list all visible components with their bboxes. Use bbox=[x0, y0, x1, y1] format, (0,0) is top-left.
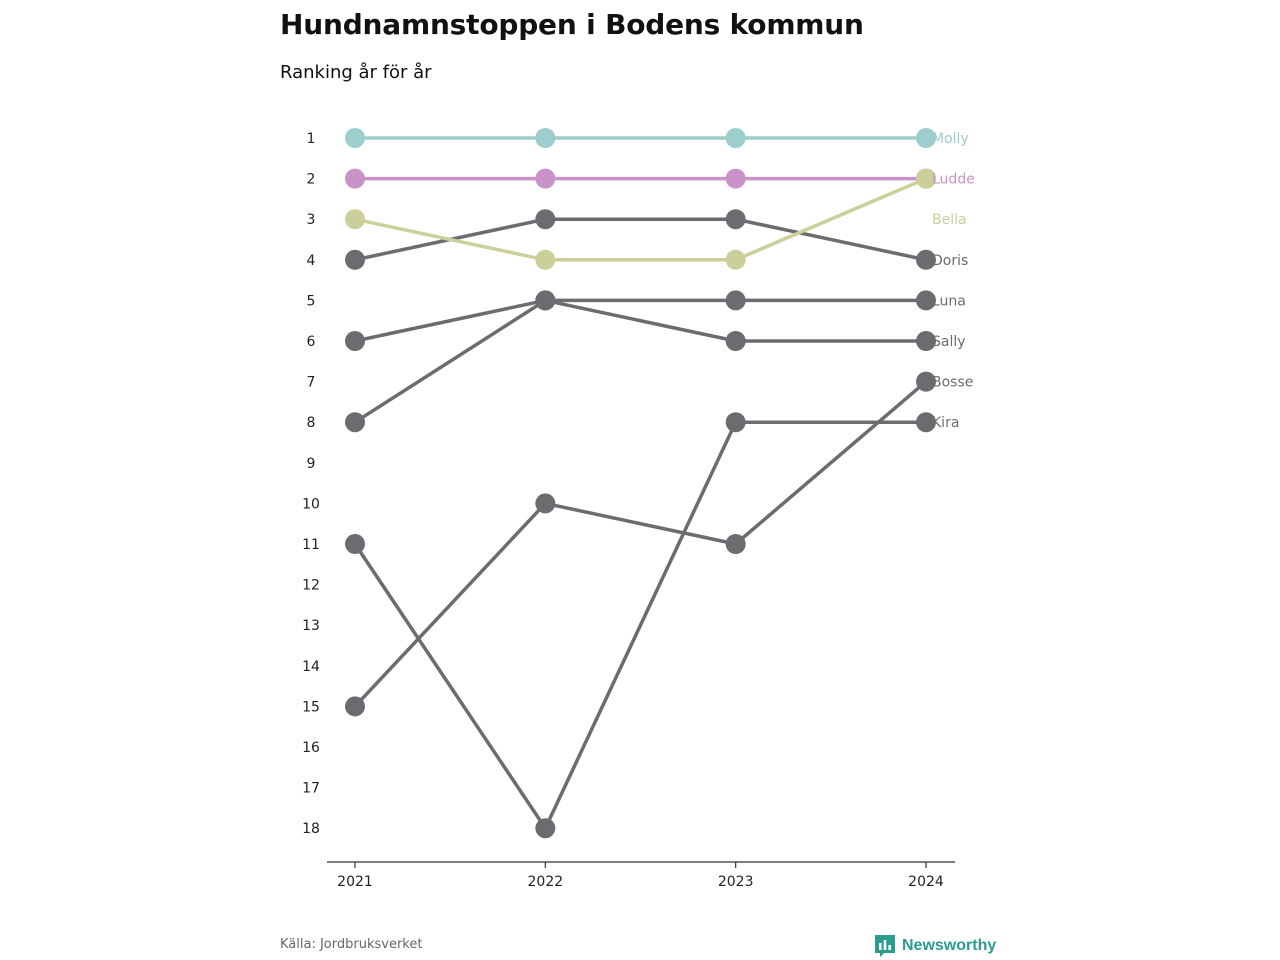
series-label-ludde: Ludde bbox=[932, 171, 975, 188]
y-tick-label: 8 bbox=[306, 415, 316, 432]
data-point bbox=[345, 169, 365, 189]
y-tick-label: 15 bbox=[302, 699, 320, 716]
y-tick-label: 4 bbox=[306, 252, 316, 269]
series-label-luna: Luna bbox=[932, 293, 966, 310]
series-highlight-group bbox=[345, 128, 936, 270]
y-tick-label: 13 bbox=[302, 618, 320, 635]
y-tick-label: 16 bbox=[302, 740, 320, 756]
series-line bbox=[355, 300, 926, 422]
y-tick-label: 14 bbox=[302, 658, 320, 675]
data-point bbox=[726, 250, 746, 270]
series-ludde bbox=[345, 169, 936, 189]
data-point bbox=[726, 128, 746, 148]
series-line bbox=[355, 422, 926, 828]
series-label-bella: Bella bbox=[932, 212, 967, 229]
series-grey-group bbox=[345, 209, 936, 838]
data-point bbox=[345, 209, 365, 229]
series-line bbox=[355, 382, 926, 707]
y-tick-label: 2 bbox=[306, 171, 316, 188]
y-tick-label: 12 bbox=[302, 577, 320, 594]
y-tick-label: 6 bbox=[306, 334, 316, 350]
data-point bbox=[535, 493, 555, 513]
data-point bbox=[535, 818, 555, 838]
data-point bbox=[535, 209, 555, 229]
series-label-doris: Doris bbox=[932, 252, 969, 269]
data-point bbox=[535, 169, 555, 189]
series-line bbox=[355, 219, 926, 260]
y-tick-label: 5 bbox=[306, 293, 316, 310]
y-tick-label: 11 bbox=[302, 537, 320, 553]
source-note: Källa: Jordbruksverket bbox=[280, 937, 423, 952]
data-point bbox=[345, 696, 365, 716]
series-end-labels bbox=[932, 131, 975, 431]
data-point bbox=[345, 331, 365, 351]
data-point bbox=[345, 412, 365, 432]
data-point bbox=[726, 209, 746, 229]
chart-subtitle: Ranking år för år bbox=[280, 62, 432, 83]
data-point bbox=[726, 412, 746, 432]
data-point bbox=[726, 534, 746, 554]
data-point bbox=[726, 290, 746, 310]
series-label-sally: Sally bbox=[932, 334, 966, 350]
series-label-bosse: Bosse bbox=[932, 374, 974, 391]
y-tick-label: 3 bbox=[306, 212, 316, 229]
data-point bbox=[726, 169, 746, 189]
y-tick-label: 9 bbox=[306, 455, 316, 472]
chart-title: Hundnamnstoppen i Bodens kommun bbox=[280, 8, 864, 41]
y-tick-label: 17 bbox=[302, 780, 320, 797]
y-tick-label: 18 bbox=[302, 821, 320, 838]
brand-name: Newsworthy bbox=[902, 937, 997, 954]
x-axis bbox=[327, 862, 955, 890]
x-tick-label: 2024 bbox=[908, 874, 944, 890]
data-point bbox=[535, 250, 555, 270]
data-point bbox=[535, 290, 555, 310]
series-molly bbox=[345, 128, 936, 148]
y-tick-label: 1 bbox=[306, 131, 316, 147]
bar-chart-logo-icon bbox=[874, 934, 896, 958]
series-kira bbox=[345, 412, 936, 838]
y-tick-label: 10 bbox=[302, 496, 320, 513]
x-tick-label: 2021 bbox=[337, 874, 373, 890]
x-tick-label: 2022 bbox=[527, 874, 564, 890]
y-tick-label: 7 bbox=[306, 374, 316, 391]
data-point bbox=[726, 331, 746, 351]
data-point bbox=[345, 128, 365, 148]
series-label-molly: Molly bbox=[932, 131, 969, 147]
data-point bbox=[345, 534, 365, 554]
data-point bbox=[535, 128, 555, 148]
series-line bbox=[355, 300, 926, 341]
series-luna bbox=[345, 290, 936, 432]
y-axis-ticks bbox=[302, 131, 320, 837]
brand-logo bbox=[874, 934, 996, 958]
data-point bbox=[345, 250, 365, 270]
series-label-kira: Kira bbox=[932, 415, 960, 432]
x-tick-label: 2023 bbox=[717, 874, 754, 890]
